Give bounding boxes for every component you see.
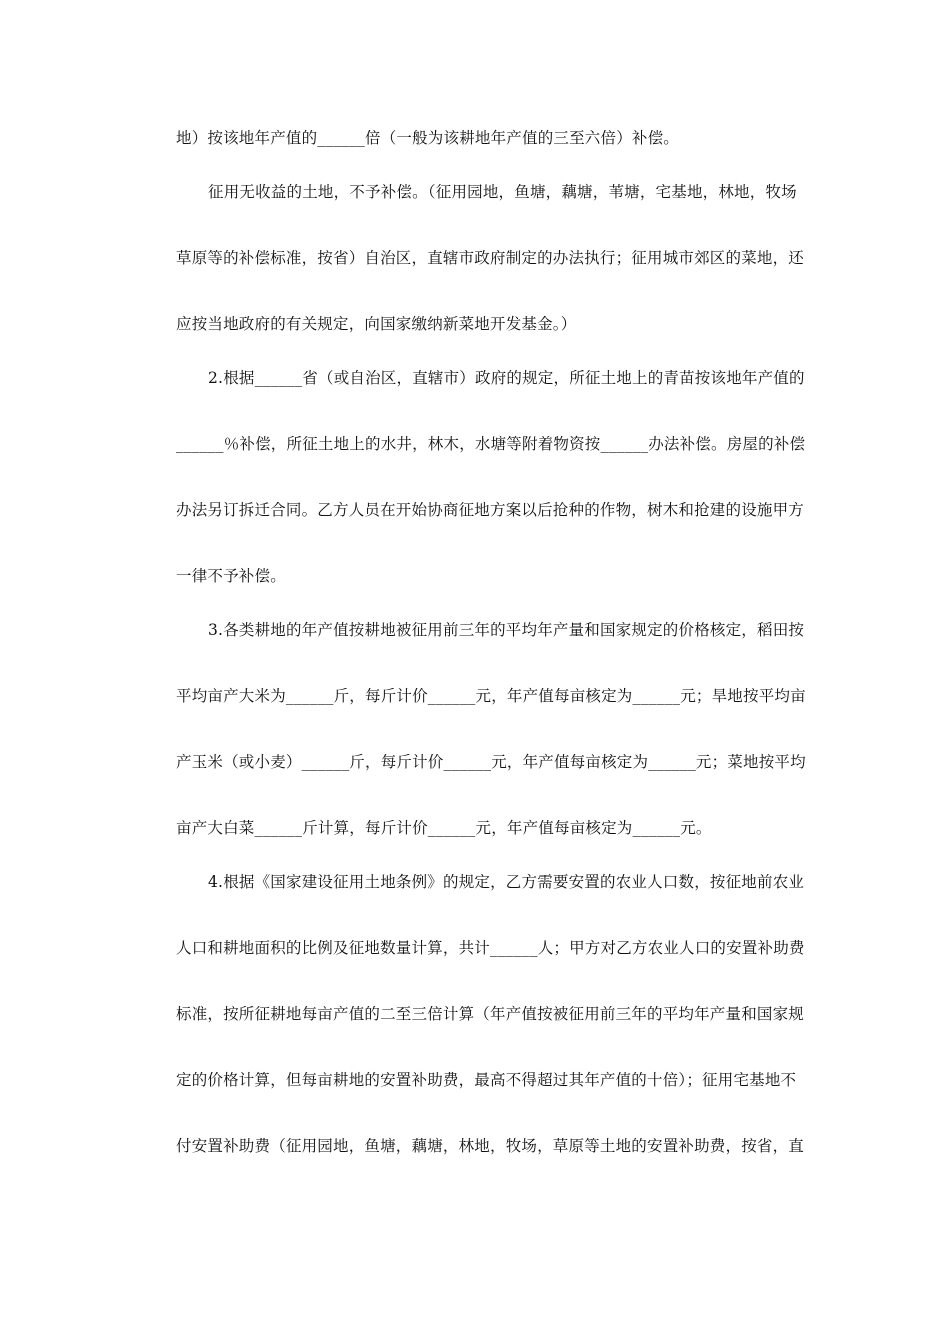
text-line-17: 付安置补助费（征用园地，鱼塘，藕塘，林地，牧场，草原等土地的安置补助费，按省，直 [176,1137,805,1155]
text-line-16: 定的价格计算，但每亩耕地的安置补助费，最高不得超过其年产值的十倍）；征用宅基地不 [176,1071,797,1089]
text-line-11: 产玉米（或小麦）______斤，每斤计价______元，年产值每亩核定为______元；菜地按平均 [176,753,806,771]
text-line-13: 4.根据《国家建设征用土地条例》的规定，乙方需要安置的农业人口数，按征地前农业 [208,873,805,891]
text-line-10: 平均亩产大米为______斤，每斤计价______元，年产值每亩核定为______元；旱地按平均亩 [176,687,806,705]
text-line-3: 草原等的补偿标准，按省）自治区，直辖市政府制定的办法执行；征用城市郊区的菜地，还 [176,249,805,267]
text-line-4: 应按当地政府的有关规定，向国家缴纳新菜地开发基金。） [176,315,577,333]
text-line-8: 一律不予补偿。 [176,567,286,585]
text-line-2: 征用无收益的土地，不予补偿。（征用园地，鱼塘，藕塘，苇塘，宅基地，林地，牧场 [208,183,797,201]
text-line-15: 标准，按所征耕地每亩产值的二至三倍计算（年产值按被征用前三年的平均年产量和国家规 [176,1005,805,1023]
text-line-14: 人口和耕地面积的比例及征地数量计算，共计______人；甲方对乙方农业人口的安置补助费 [176,939,805,957]
text-line-9: 3.各类耕地的年产值按耕地被征用前三年的平均年产量和国家规定的价格核定，稻田按 [208,621,805,639]
text-line-6: ______％补偿，所征土地上的水井，林木，水塘等附着物资按______办法补偿。房屋的补偿 [176,435,806,453]
text-line-1: 地）按该地年产值的______倍（一般为该耕地年产值的三至六倍）补偿。 [176,129,680,147]
text-line-12: 亩产大白菜______斤计算，每斤计价______元，年产值每亩核定为______元。 [176,819,712,837]
text-line-7: 办法另订拆迁合同。乙方人员在开始协商征地方案以后抢种的作物，树木和抢建的设施甲方 [176,501,805,519]
text-line-5: 2.根据______省（或自治区，直辖市）政府的规定，所征土地上的青苗按该地年产值的 [208,369,805,387]
